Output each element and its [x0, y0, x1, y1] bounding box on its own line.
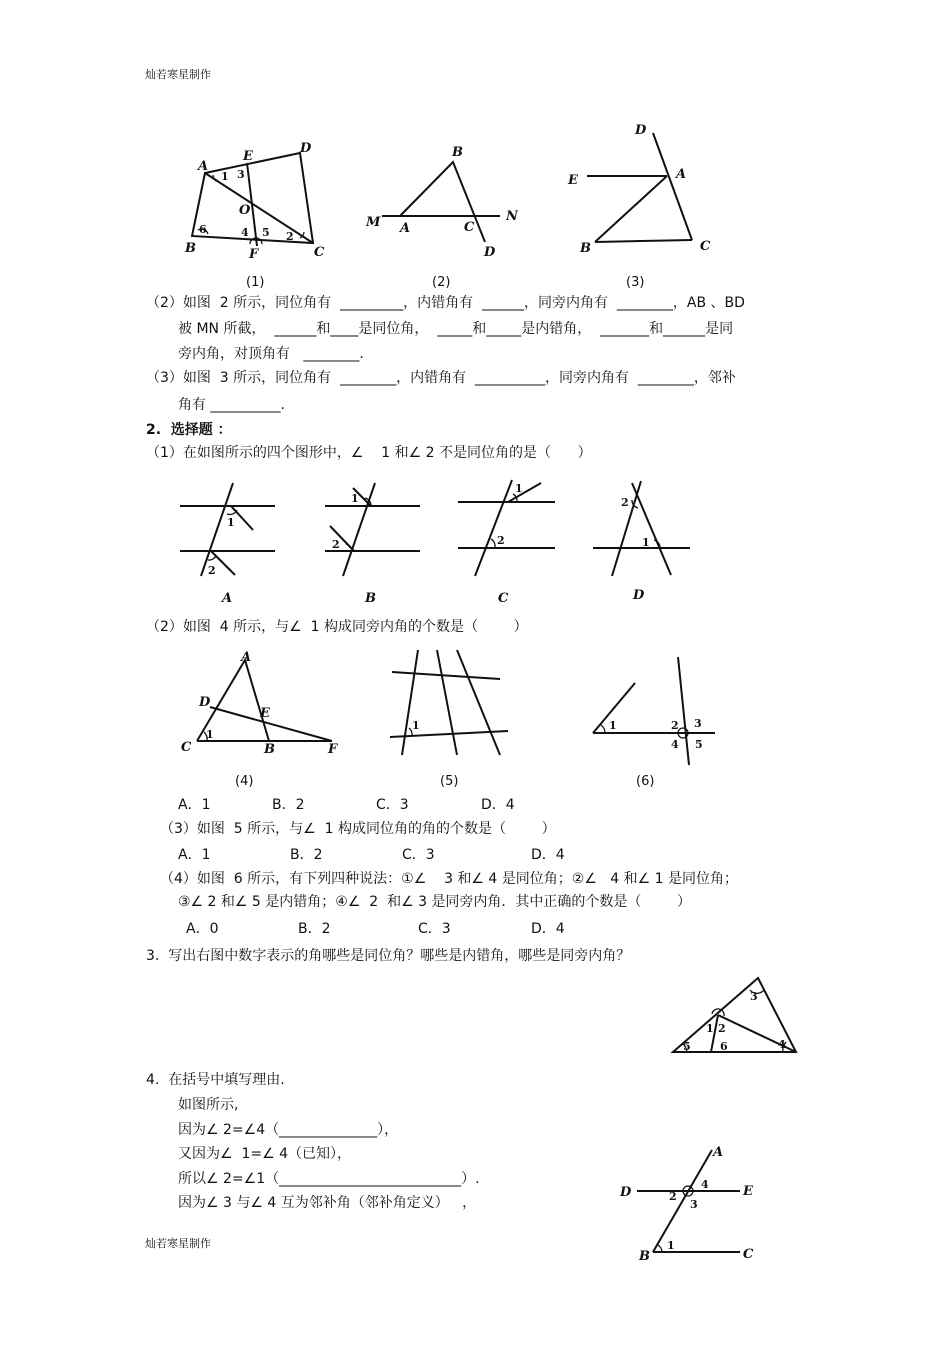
- q1-part2-line3: 旁内角，对顶角有 ________.: [178, 346, 364, 362]
- q1-part2-line2: 被 MN 所截， ______和____是同位角， _____和_____是内错角， _______和______是同: [178, 321, 734, 337]
- fig6-angle: 3: [694, 717, 702, 730]
- figure-5: [380, 645, 520, 795]
- q2-sub2: （2）如图 4 所示，与∠ 1 构成同旁内角的个数是（ ）: [146, 619, 528, 635]
- fig7-angle: 2: [718, 1022, 726, 1035]
- header-text: 灿若寒星制作: [145, 68, 211, 81]
- fig8-angle: 1: [667, 1239, 675, 1252]
- q2-sub3-opt-c: C．3: [402, 847, 435, 863]
- fig3-label: A: [676, 167, 687, 182]
- fig3-caption: (3): [626, 275, 645, 290]
- q2-sub4-opt-c: C．3: [418, 921, 451, 937]
- fig2-label: M: [366, 215, 381, 230]
- fig4-label: C: [181, 740, 192, 755]
- fig1-label: E: [243, 149, 253, 164]
- q2-sub2-opt-c: C．3: [376, 797, 409, 813]
- fig1-angle: 1: [221, 170, 229, 183]
- fig2-label: C: [464, 220, 475, 235]
- fig4-angle: 1: [206, 728, 214, 741]
- fig7-angle: 3: [750, 990, 758, 1003]
- choice-figures: [175, 478, 695, 608]
- choice-a-angle-1: 1: [227, 516, 235, 529]
- choice-c-angle-1: 1: [515, 482, 523, 495]
- fig3-label: C: [700, 239, 711, 254]
- q4-line5: 因为∠ 3 与∠ 4 互为邻补角（邻补角定义） ，: [178, 1195, 477, 1211]
- fig3-label: E: [568, 173, 578, 188]
- fig8-angle: 4: [701, 1178, 709, 1191]
- q2-sub3-opt-b: B．2: [290, 847, 323, 863]
- fig4-label: A: [241, 650, 252, 665]
- q2-sub3-opt-d: D．4: [531, 847, 565, 863]
- q3-text: 3. 写出右图中数字表示的角哪些是同位角？哪些是内错角，哪些是同旁内角？: [146, 948, 631, 964]
- choice-c-angle-2: 2: [497, 534, 505, 547]
- fig1-label: B: [185, 241, 196, 256]
- q2-sub2-opt-a: A．1: [178, 797, 211, 813]
- figure-8-parallel-lines: [615, 1140, 775, 1270]
- fig4-label: B: [264, 742, 275, 757]
- figure-2: [360, 140, 530, 290]
- fig8-angle: 2: [669, 1190, 677, 1203]
- choice-b-label: B: [365, 591, 376, 606]
- fig8-angle: 3: [690, 1198, 698, 1211]
- fig1-angle: 5: [262, 226, 270, 239]
- fig2-label: N: [506, 209, 518, 224]
- fig1-label: D: [300, 141, 312, 156]
- q4-line1: 如图所示,: [178, 1097, 239, 1113]
- fig6-caption: (6): [636, 774, 655, 789]
- choice-d-angle-1: 1: [642, 536, 650, 549]
- q4-line2: 因为∠ 2=∠4（______________），: [178, 1122, 399, 1138]
- fig1-caption: (1): [246, 275, 265, 290]
- figure-4-triangle: [175, 645, 355, 795]
- fig6-angle: 5: [695, 738, 703, 751]
- choice-c-label: C: [498, 591, 509, 606]
- choice-d-label: D: [633, 588, 645, 603]
- fig1-angle: 4: [241, 226, 249, 239]
- q2-title: 2. 选择题 ：: [146, 422, 232, 438]
- fig8-label: C: [743, 1247, 754, 1262]
- fig1-angle: 6: [199, 223, 207, 236]
- figure-3: [560, 120, 730, 290]
- q2-sub4-opt-d: D．4: [531, 921, 565, 937]
- figure-1-quadrilateral: [180, 140, 330, 290]
- q2-sub4-opt-b: B．2: [298, 921, 331, 937]
- fig8-label: E: [743, 1184, 753, 1199]
- q2-sub2-opt-b: B．2: [272, 797, 305, 813]
- choice-b-angle-2: 2: [332, 538, 340, 551]
- fig4-label: F: [328, 742, 338, 757]
- fig6-angle: 4: [671, 738, 679, 751]
- fig7-angle: 1: [706, 1022, 714, 1035]
- fig7-angle: 4: [778, 1038, 786, 1051]
- fig4-label: E: [260, 706, 270, 721]
- choice-a-label: A: [222, 591, 233, 606]
- q1-part3-line2: 角有 __________.: [178, 397, 285, 413]
- fig2-label: B: [452, 145, 463, 160]
- q2-sub4-line2: ③∠ 2 和∠ 5 是内错角；④∠ 2 和∠ 3 是同旁内角．其中正确的个数是（ ）: [178, 894, 692, 910]
- choice-a-angle-2: 2: [208, 564, 216, 577]
- fig8-label: B: [639, 1249, 650, 1264]
- fig1-label: A: [198, 159, 209, 174]
- fig1-angle: 3: [237, 168, 245, 181]
- fig4-caption: (4): [235, 774, 254, 789]
- choice-b-angle-1: 1: [351, 492, 359, 505]
- fig5-caption: (5): [440, 774, 459, 789]
- fig7-angle: 5: [683, 1040, 691, 1053]
- fig1-label: F: [249, 247, 259, 262]
- q4-line4: 所以∠ 2=∠1（__________________________）.: [178, 1171, 480, 1187]
- fig8-label: A: [713, 1145, 724, 1160]
- fig1-label: C: [314, 245, 325, 260]
- fig1-angle: 2: [286, 230, 294, 243]
- q2-sub2-opt-d: D．4: [481, 797, 515, 813]
- fig5-angle: 1: [412, 719, 420, 732]
- fig1-label: O: [239, 203, 251, 218]
- fig8-label: D: [620, 1185, 632, 1200]
- fig6-angle: 2: [671, 719, 679, 732]
- fig6-angle: 1: [609, 719, 617, 732]
- fig3-label: B: [580, 241, 591, 256]
- fig2-caption: (2): [432, 275, 451, 290]
- choice-d-angle-2: 2: [621, 496, 629, 509]
- q4-title: 4. 在括号中填写理由.: [146, 1072, 285, 1088]
- q2-sub4-opt-a: A．0: [186, 921, 219, 937]
- q4-line3: 又因为∠ 1=∠ 4（已知），: [178, 1146, 351, 1162]
- q1-part3-line1: （3）如图 3 所示，同位角有 ________，内错角有 __________，同旁内角有 ________，邻补: [146, 370, 736, 386]
- q2-sub4-line1: （4）如图 6 所示，有下列四种说法：①∠ 3 和∠ 4 是同位角；②∠ 4 和∠ 1 是同位角；: [160, 871, 738, 887]
- fig7-angle: 6: [720, 1040, 728, 1053]
- figure-7-triangle: [668, 970, 808, 1060]
- q2-sub3-opt-a: A．1: [178, 847, 211, 863]
- fig3-label: D: [635, 123, 647, 138]
- fig2-label: A: [400, 221, 411, 236]
- fig2-label: D: [484, 245, 496, 260]
- q2-sub1: （1）在如图所示的四个图形中，∠ 1 和∠ 2 不是同位角的是（ ）: [146, 445, 592, 461]
- fig4-label: D: [199, 695, 211, 710]
- figure-6: [585, 645, 745, 795]
- q1-part2-line1: （2）如图 2 所示，同位角有 _________，内错角有 ______，同旁内角有 ________，AB 、BD: [146, 295, 745, 311]
- q2-sub3: （3）如图 5 所示，与∠ 1 构成同位角的角的个数是（ ）: [160, 821, 556, 837]
- footer-text: 灿若寒星制作: [145, 1237, 211, 1250]
